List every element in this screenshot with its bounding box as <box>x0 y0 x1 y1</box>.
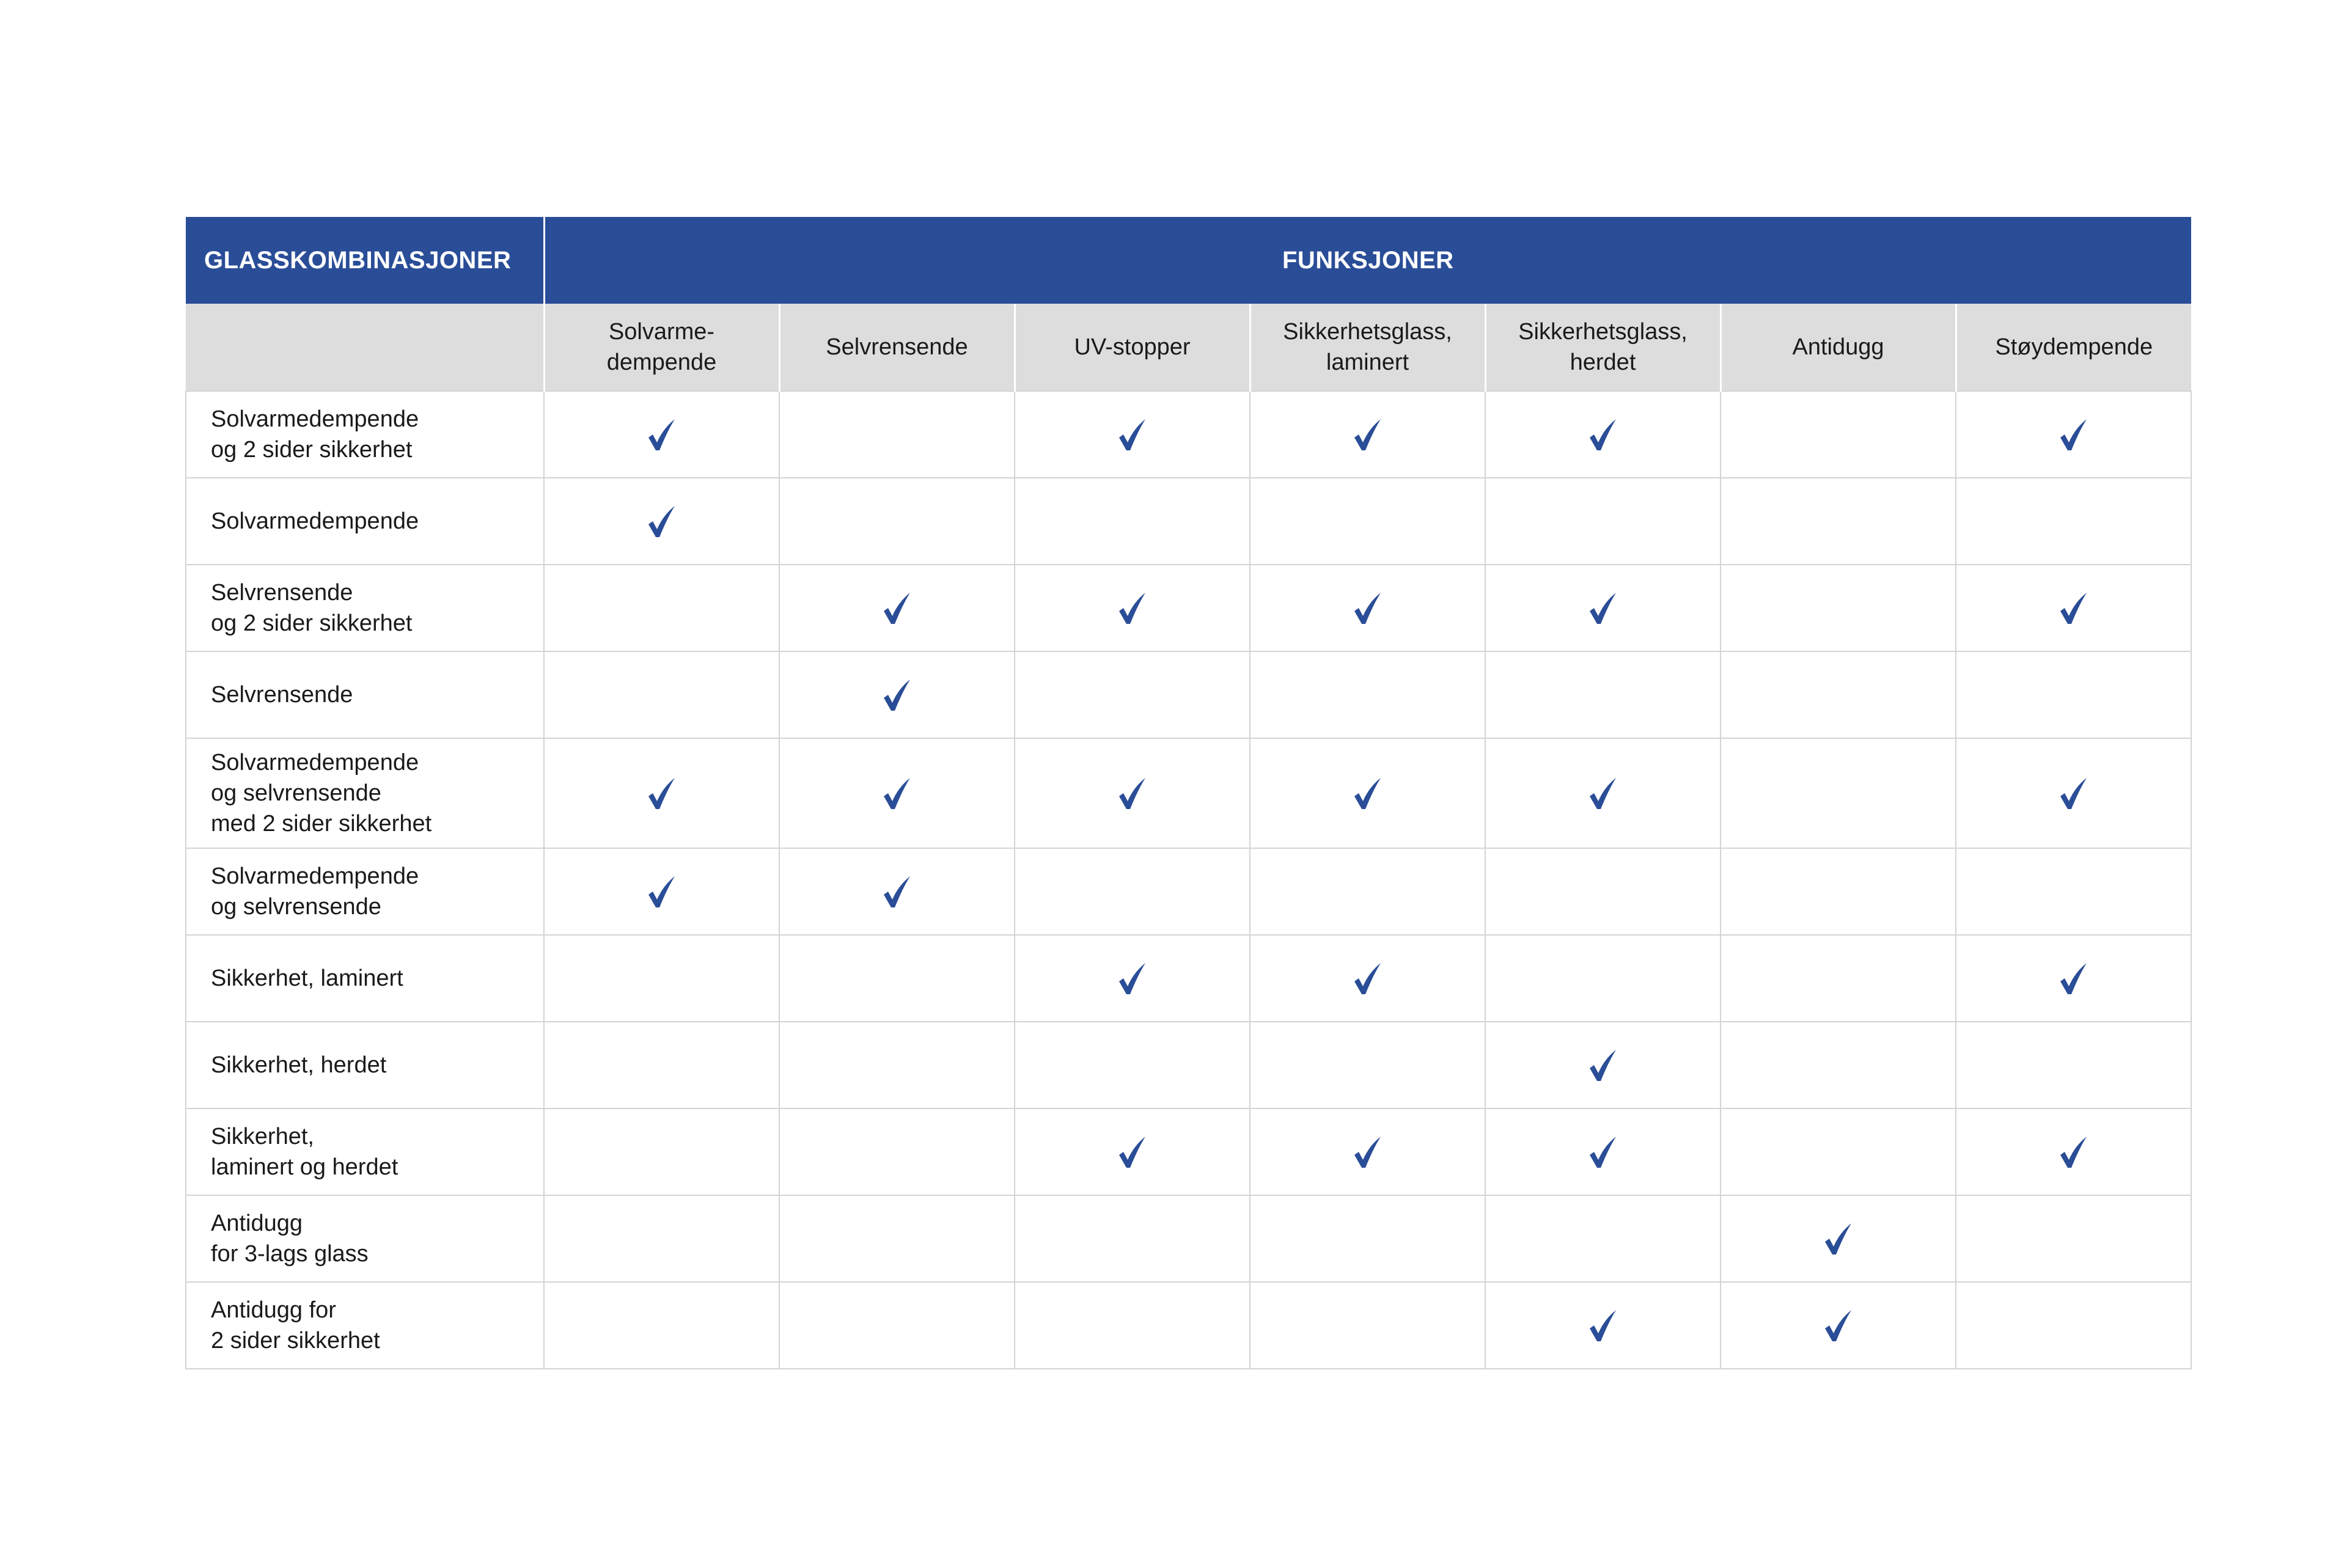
row-label: Selvrensende <box>186 651 544 738</box>
column-header-selvrensende: Selvrensende <box>779 304 1015 391</box>
glass-function-matrix <box>185 217 2192 1369</box>
checkmark-icon <box>1354 776 1382 810</box>
cell-sikkerhetsglass-herdet <box>1485 848 1721 935</box>
cell-sikkerhetsglass-laminert <box>1250 1022 1485 1108</box>
cell-antidugg <box>1721 848 1956 935</box>
cell-sikkerhetsglass-herdet <box>1485 1108 1721 1195</box>
checkmark-icon <box>883 874 911 909</box>
header-row <box>186 217 2191 304</box>
table-row <box>186 1282 2191 1369</box>
checkmark-icon <box>883 591 911 625</box>
cell-sikkerhetsglass-herdet <box>1485 738 1721 848</box>
checkmark-icon <box>1824 1222 1853 1256</box>
cell-antidugg <box>1721 391 1956 478</box>
cell-antidugg <box>1721 1195 1956 1282</box>
table-row <box>186 848 2191 935</box>
cell-selvrensende <box>779 848 1015 935</box>
cell-stoydempende <box>1956 478 2191 565</box>
cell-antidugg <box>1721 565 1956 651</box>
cell-selvrensende <box>779 1282 1015 1369</box>
column-header-row <box>186 304 2191 391</box>
checkmark-icon <box>1118 961 1147 995</box>
cell-sikkerhetsglass-herdet <box>1485 478 1721 565</box>
row-label: Antidugg for 2 sider sikkerhet <box>186 1282 544 1369</box>
cell-selvrensende <box>779 738 1015 848</box>
cell-uv-stopper <box>1015 738 1250 848</box>
cell-sikkerhetsglass-laminert <box>1250 1282 1485 1369</box>
cell-solvarme-dempende <box>544 565 779 651</box>
row-label: Solvarmedempende <box>186 478 544 565</box>
cell-sikkerhetsglass-herdet <box>1485 1282 1721 1369</box>
cell-sikkerhetsglass-laminert <box>1250 848 1485 935</box>
checkmark-icon <box>1589 417 1617 452</box>
checkmark-icon <box>1589 776 1617 810</box>
cell-antidugg <box>1721 651 1956 738</box>
column-header-uv-stopper: UV-stopper <box>1015 304 1250 391</box>
checkmark-icon <box>2060 961 2088 995</box>
cell-stoydempende <box>1956 651 2191 738</box>
column-header-antidugg: Antidugg <box>1721 304 1956 391</box>
table-row <box>186 651 2191 738</box>
table-row <box>186 1022 2191 1108</box>
cell-solvarme-dempende <box>544 1108 779 1195</box>
cell-sikkerhetsglass-laminert <box>1250 651 1485 738</box>
checkmark-icon <box>1589 1308 1617 1343</box>
cell-uv-stopper <box>1015 1282 1250 1369</box>
cell-stoydempende <box>1956 738 2191 848</box>
cell-selvrensende <box>779 651 1015 738</box>
cell-solvarme-dempende <box>544 391 779 478</box>
matrix-body <box>186 391 2191 1369</box>
cell-antidugg <box>1721 478 1956 565</box>
checkmark-icon <box>648 504 676 538</box>
cell-uv-stopper <box>1015 848 1250 935</box>
cell-solvarme-dempende <box>544 478 779 565</box>
checkmark-icon <box>648 417 676 452</box>
cell-selvrensende <box>779 935 1015 1022</box>
row-label: Selvrensende og 2 sider sikkerhet <box>186 565 544 651</box>
cell-uv-stopper <box>1015 1022 1250 1108</box>
cell-uv-stopper <box>1015 565 1250 651</box>
column-header-sikkerhetsglass-herdet: Sikkerhetsglass, herdet <box>1485 304 1721 391</box>
cell-stoydempende <box>1956 391 2191 478</box>
cell-sikkerhetsglass-laminert <box>1250 391 1485 478</box>
cell-selvrensende <box>779 1108 1015 1195</box>
cell-antidugg <box>1721 1282 1956 1369</box>
cell-antidugg <box>1721 1108 1956 1195</box>
checkmark-icon <box>1824 1308 1853 1343</box>
checkmark-icon <box>1118 776 1147 810</box>
cell-solvarme-dempende <box>544 935 779 1022</box>
cell-selvrensende <box>779 1195 1015 1282</box>
column-header-blank <box>186 304 544 391</box>
cell-stoydempende <box>1956 848 2191 935</box>
row-label: Sikkerhet, laminert og herdet <box>186 1108 544 1195</box>
cell-stoydempende <box>1956 1022 2191 1108</box>
row-label: Solvarmedempende og selvrensende <box>186 848 544 935</box>
checkmark-icon <box>1118 591 1147 625</box>
cell-uv-stopper <box>1015 1108 1250 1195</box>
checkmark-icon <box>2060 591 2088 625</box>
cell-solvarme-dempende <box>544 738 779 848</box>
checkmark-icon <box>2060 776 2088 810</box>
cell-stoydempende <box>1956 1195 2191 1282</box>
column-header-solvarme-dempende: Solvarme- dempende <box>544 304 779 391</box>
cell-solvarme-dempende <box>544 1022 779 1108</box>
table-row <box>186 391 2191 478</box>
row-label: Sikkerhet, herdet <box>186 1022 544 1108</box>
table-row <box>186 1108 2191 1195</box>
cell-solvarme-dempende <box>544 1282 779 1369</box>
checkmark-icon <box>2060 1135 2088 1169</box>
cell-sikkerhetsglass-laminert <box>1250 1108 1485 1195</box>
cell-stoydempende <box>1956 935 2191 1022</box>
cell-antidugg <box>1721 1022 1956 1108</box>
cell-solvarme-dempende <box>544 1195 779 1282</box>
row-label: Antidugg for 3-lags glass <box>186 1195 544 1282</box>
checkmark-icon <box>648 874 676 909</box>
table-row <box>186 935 2191 1022</box>
table-row <box>186 1195 2191 1282</box>
cell-antidugg <box>1721 738 1956 848</box>
row-label: Solvarmedempende og selvrensende med 2 sider sikkerhet <box>186 738 544 848</box>
cell-uv-stopper <box>1015 478 1250 565</box>
cell-sikkerhetsglass-laminert <box>1250 565 1485 651</box>
column-header-stoydempende: Støydempende <box>1956 304 2191 391</box>
cell-sikkerhetsglass-laminert <box>1250 1195 1485 1282</box>
cell-selvrensende <box>779 565 1015 651</box>
cell-uv-stopper <box>1015 935 1250 1022</box>
cell-selvrensende <box>779 478 1015 565</box>
table-row <box>186 565 2191 651</box>
checkmark-icon <box>648 776 676 810</box>
cell-stoydempende <box>1956 565 2191 651</box>
table-row <box>186 738 2191 848</box>
cell-sikkerhetsglass-herdet <box>1485 565 1721 651</box>
checkmark-icon <box>2060 417 2088 452</box>
checkmark-icon <box>1118 1135 1147 1169</box>
checkmark-icon <box>1589 1135 1617 1169</box>
functions-header: FUNKSJONER <box>544 217 2191 304</box>
cell-solvarme-dempende <box>544 651 779 738</box>
cell-sikkerhetsglass-herdet <box>1485 651 1721 738</box>
checkmark-icon <box>1354 591 1382 625</box>
cell-sikkerhetsglass-laminert <box>1250 738 1485 848</box>
checkmark-icon <box>1354 417 1382 452</box>
cell-antidugg <box>1721 935 1956 1022</box>
checkmark-icon <box>883 678 911 712</box>
cell-sikkerhetsglass-laminert <box>1250 478 1485 565</box>
checkmark-icon <box>1354 1135 1382 1169</box>
cell-sikkerhetsglass-laminert <box>1250 935 1485 1022</box>
cell-stoydempende <box>1956 1282 2191 1369</box>
cell-sikkerhetsglass-herdet <box>1485 391 1721 478</box>
checkmark-icon <box>1118 417 1147 452</box>
cell-selvrensende <box>779 1022 1015 1108</box>
column-header-sikkerhetsglass-laminert: Sikkerhetsglass, laminert <box>1250 304 1485 391</box>
cell-sikkerhetsglass-herdet <box>1485 1022 1721 1108</box>
combinations-header: GLASSKOMBINASJONER <box>186 217 544 304</box>
cell-uv-stopper <box>1015 1195 1250 1282</box>
cell-uv-stopper <box>1015 391 1250 478</box>
cell-sikkerhetsglass-herdet <box>1485 935 1721 1022</box>
checkmark-icon <box>1354 961 1382 995</box>
table-row <box>186 478 2191 565</box>
checkmark-icon <box>883 776 911 810</box>
cell-sikkerhetsglass-herdet <box>1485 1195 1721 1282</box>
row-label: Sikkerhet, laminert <box>186 935 544 1022</box>
checkmark-icon <box>1589 591 1617 625</box>
row-label: Solvarmedempende og 2 sider sikkerhet <box>186 391 544 478</box>
cell-uv-stopper <box>1015 651 1250 738</box>
cell-solvarme-dempende <box>544 848 779 935</box>
cell-stoydempende <box>1956 1108 2191 1195</box>
cell-selvrensende <box>779 391 1015 478</box>
checkmark-icon <box>1589 1048 1617 1082</box>
